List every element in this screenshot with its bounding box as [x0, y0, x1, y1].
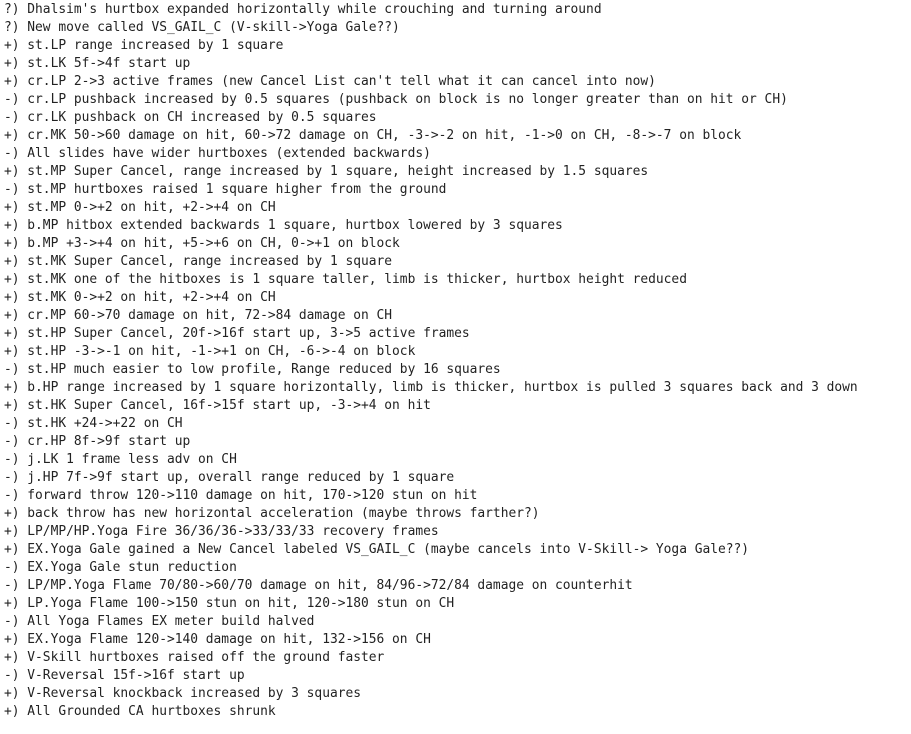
patch-note-line: +) LP/MP/HP.Yoga Fire 36/36/36->33/33/33 recovery frames — [4, 524, 439, 539]
patch-note-line: +) EX.Yoga Flame 120->140 damage on hit, 132->156 on CH — [4, 632, 431, 647]
patch-note-line: ?) Dhalsim's hurtbox expanded horizontally while crouching and turning around — [4, 2, 602, 17]
patch-note-line: +) st.HP Super Cancel, 20f->16f start up, 3->5 active frames — [4, 326, 470, 341]
patch-note-line: +) EX.Yoga Gale gained a New Cancel labeled VS_GAIL_C (maybe cancels into V-Skill-> Yoga Gale??) — [4, 542, 750, 557]
patch-note-line: +) V-Skill hurtboxes raised off the ground faster — [4, 650, 385, 665]
patch-note-line: -) st.HP much easier to low profile, Range reduced by 16 squares — [4, 362, 501, 377]
patch-note-line: -) forward throw 120->110 damage on hit, 170->120 stun on hit — [4, 488, 478, 503]
patch-note-line: +) st.MP 0->+2 on hit, +2->+4 on CH — [4, 200, 276, 215]
patch-note-line: +) st.MK 0->+2 on hit, +2->+4 on CH — [4, 290, 276, 305]
patch-note-line: +) cr.MP 60->70 damage on hit, 72->84 damage on CH — [4, 308, 393, 323]
patch-note-line: -) cr.LP pushback increased by 0.5 squares (pushback on block is no longer greater than on hit or CH) — [4, 92, 788, 107]
patch-note-line: +) b.HP range increased by 1 square horizontally, limb is thicker, hurtbox is pulled 3 squares back and 3 down — [4, 380, 858, 395]
patch-note-line: +) LP.Yoga Flame 100->150 stun on hit, 120->180 stun on CH — [4, 596, 455, 611]
patch-note-line: -) LP/MP.Yoga Flame 70/80->60/70 damage on hit, 84/96->72/84 damage on counterhit — [4, 578, 633, 593]
patch-note-line: ?) New move called VS_GAIL_C (V-skill->Yoga Gale??) — [4, 20, 400, 35]
patch-note-line: +) b.MP hitbox extended backwards 1 square, hurtbox lowered by 3 squares — [4, 218, 563, 233]
patch-note-line: +) All Grounded CA hurtboxes shrunk — [4, 704, 276, 719]
patch-note-line: -) cr.LK pushback on CH increased by 0.5 squares — [4, 110, 377, 125]
patch-note-line: +) st.LK 5f->4f start up — [4, 56, 191, 71]
patch-note-line: +) st.MK Super Cancel, range increased by 1 square — [4, 254, 393, 269]
patch-note-line: -) All slides have wider hurtboxes (extended backwards) — [4, 146, 431, 161]
patch-note-line: -) All Yoga Flames EX meter build halved — [4, 614, 315, 629]
patch-note-line: +) st.MP Super Cancel, range increased by 1 square, height increased by 1.5 squares — [4, 164, 649, 179]
patch-note-line: +) cr.MK 50->60 damage on hit, 60->72 damage on CH, -3->-2 on hit, -1->0 on CH, -8->-7 on block — [4, 128, 742, 143]
patch-note-line: +) V-Reversal knockback increased by 3 squares — [4, 686, 361, 701]
patch-note-line: +) b.MP +3->+4 on hit, +5->+6 on CH, 0->+1 on block — [4, 236, 400, 251]
patch-note-line: -) EX.Yoga Gale stun reduction — [4, 560, 237, 575]
patch-note-line: -) st.MP hurtboxes raised 1 square higher from the ground — [4, 182, 447, 197]
patch-notes-list — [4, 1, 858, 721]
patch-note-line: +) cr.LP 2->3 active frames (new Cancel List can't tell what it can cancel into now) — [4, 74, 656, 89]
patch-note-line: -) j.HP 7f->9f start up, overall range reduced by 1 square — [4, 470, 455, 485]
patch-note-line: -) cr.HP 8f->9f start up — [4, 434, 191, 449]
patch-note-line: -) st.HK +24->+22 on CH — [4, 416, 183, 431]
patch-note-line: +) st.HK Super Cancel, 16f->15f start up, -3->+4 on hit — [4, 398, 431, 413]
patch-note-line: -) V-Reversal 15f->16f start up — [4, 668, 245, 683]
patch-note-line: +) st.LP range increased by 1 square — [4, 38, 284, 53]
patch-note-line: +) back throw has new horizontal acceleration (maybe throws farther?) — [4, 506, 540, 521]
patch-note-line: +) st.MK one of the hitboxes is 1 square taller, limb is thicker, hurtbox height reduced — [4, 272, 687, 287]
patch-note-line: -) j.LK 1 frame less adv on CH — [4, 452, 237, 467]
patch-note-line: +) st.HP -3->-1 on hit, -1->+1 on CH, -6->-4 on block — [4, 344, 416, 359]
